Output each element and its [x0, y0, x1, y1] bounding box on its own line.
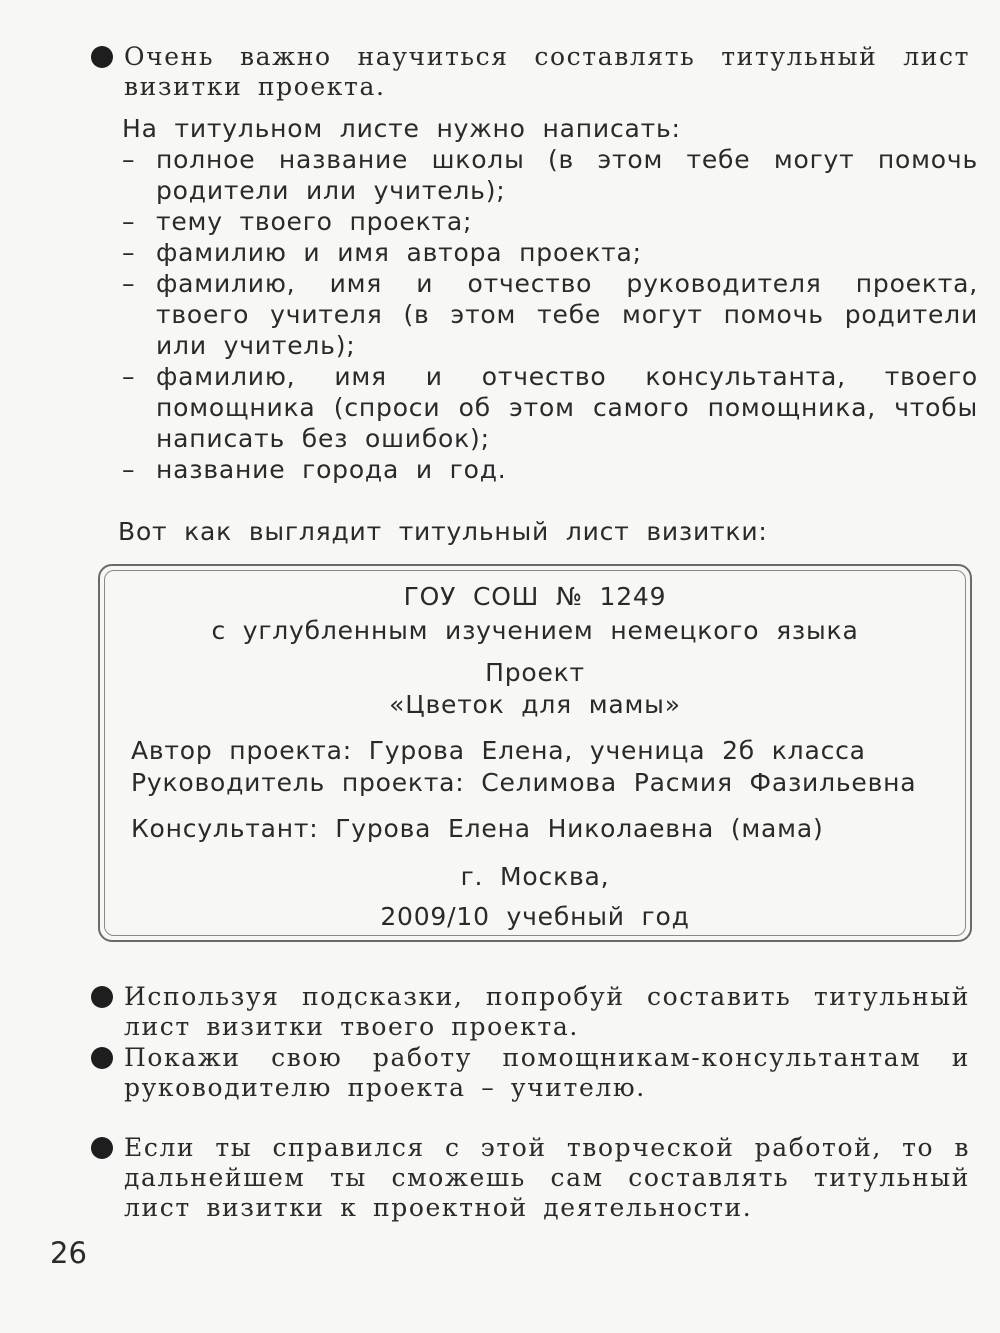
- list-item-text: фамилию, имя и отчество консультанта, твоего помощника (спроси об этом самого помощника, чтобы написать без ошибок);: [156, 362, 978, 453]
- list-item: [122, 144, 978, 206]
- list-item-text: название города и год.: [156, 455, 507, 484]
- instructions-intro: На титульном листе нужно написать:: [122, 114, 681, 143]
- card-school: ГОУ СОШ № 1249: [403, 582, 667, 611]
- list-item-text: тему твоего проекта;: [156, 207, 473, 236]
- task-bullet-icon: [90, 1136, 114, 1160]
- instructions-list: [122, 144, 978, 485]
- example-label: Вот как выглядит титульный лист визитки:: [118, 517, 768, 546]
- dash-marker: –: [122, 362, 136, 391]
- list-item-text: фамилию и имя автора проекта;: [156, 238, 642, 267]
- list-item: [122, 268, 978, 361]
- instructions: [122, 113, 978, 485]
- dash-marker: –: [122, 145, 136, 174]
- task-item: [90, 982, 970, 1042]
- intro-task: [90, 42, 970, 102]
- card-supervisor: Руководитель проекта: Селимова Расмия Фазильевна: [131, 768, 917, 797]
- card-project-name: «Цветок для мамы»: [389, 690, 681, 719]
- dash-marker: –: [122, 269, 136, 298]
- card-project-label: Проект: [485, 658, 585, 687]
- list-item-text: полное название школы (в этом тебе могут помочь родители или учитель);: [156, 145, 978, 205]
- dash-marker: –: [122, 207, 136, 236]
- dash-marker: –: [122, 238, 136, 267]
- title-page-card-inner: [104, 570, 966, 936]
- list-item: [122, 361, 978, 454]
- list-item: [122, 206, 978, 237]
- task-item: [90, 1133, 970, 1223]
- task-text: Используя подсказки, попробуй составить титульный лист визитки твоего проекта.: [124, 982, 970, 1041]
- list-item-text: фамилию, имя и отчество руководителя проекта, твоего учителя (в этом тебе могут помочь родители или учитель);: [156, 269, 978, 360]
- card-year: 2009/10 учебный год: [380, 902, 690, 931]
- title-page-card: [98, 564, 972, 942]
- task-text: Покажи свою работу помощникам-консультантам и руководителю проекта – учителю.: [124, 1043, 970, 1102]
- list-item: [122, 237, 978, 268]
- card-author: Автор проекта: Гурова Елена, ученица 2б класса: [131, 736, 866, 765]
- task-bullet-icon: [90, 985, 114, 1009]
- task-bullet-icon: [90, 1046, 114, 1070]
- card-school-detail: с углубленным изучением немецкого языка: [211, 616, 859, 645]
- task-item: [90, 1043, 970, 1103]
- intro-task-text: Очень важно научиться составлять титульный лист визитки проекта.: [124, 42, 970, 101]
- page-number: 26: [50, 1236, 87, 1270]
- task-text: Если ты справился с этой творческой работой, то в дальнейшем ты сможешь сам составлять титульный лист визитки к проектной деятельности.: [124, 1133, 970, 1222]
- list-item: [122, 454, 978, 485]
- card-consultant: Консультант: Гурова Елена Николаевна (мама): [131, 814, 824, 843]
- dash-marker: –: [122, 455, 136, 484]
- card-city: г. Москва,: [460, 862, 610, 891]
- task-bullet-icon: [90, 45, 114, 69]
